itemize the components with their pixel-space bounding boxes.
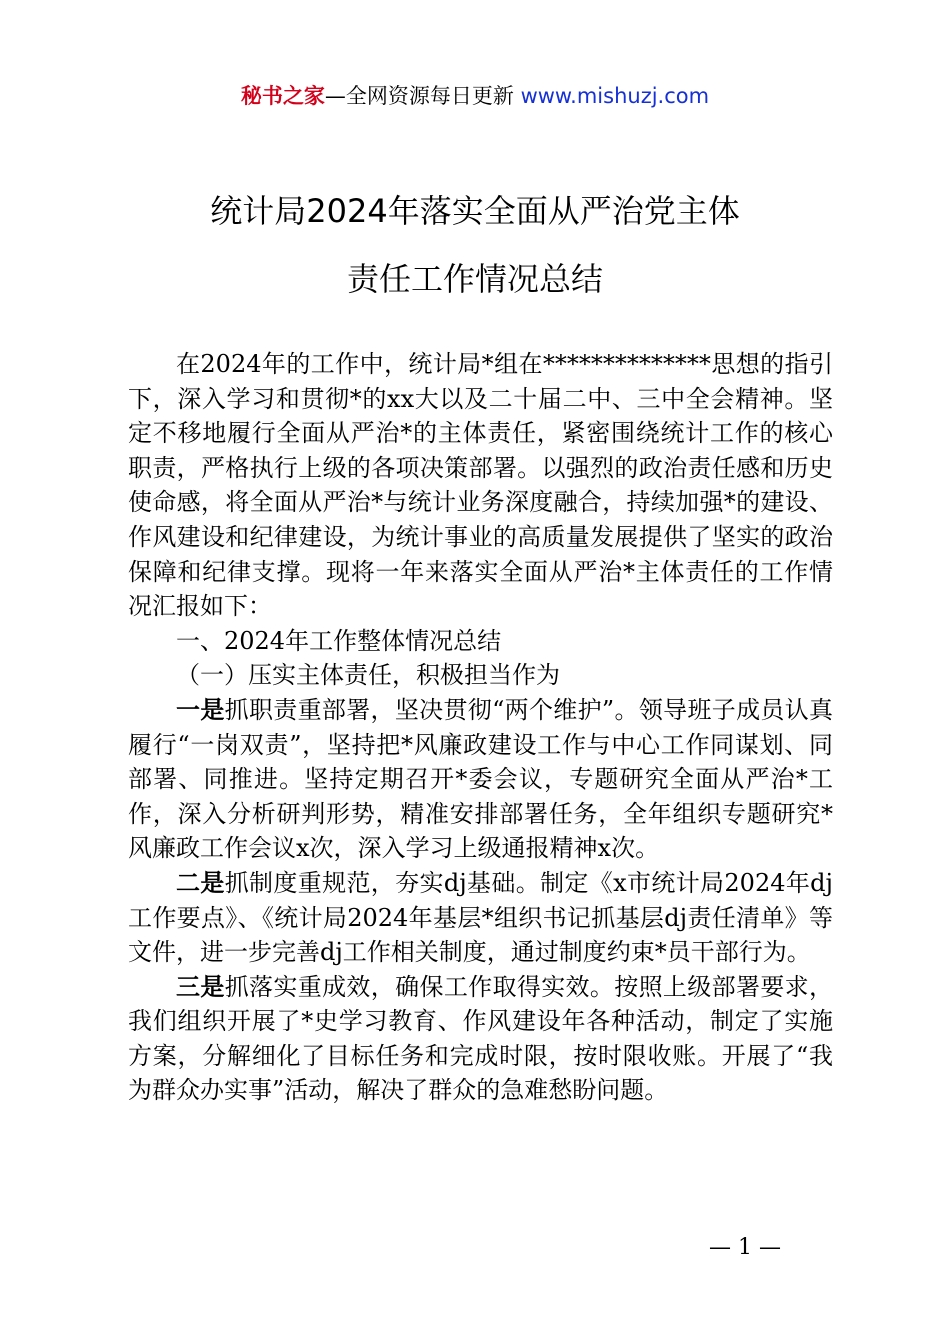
item-lead-2: 二是 xyxy=(176,867,225,897)
subsection-heading: （一）压实主体责任，积极担当作为 xyxy=(176,661,560,690)
item-paragraph-2 xyxy=(128,866,833,970)
item-text-3: 抓落实重成效，确保工作取得实效。按照上级部署要求，我们组织开展了*史学习教育、作风建设年各种活动，制定了实施方案，分解细化了目标任务和完成时限，按时限收账。开展了“我为群众办实事”活动，解决了群众的急难愁盼问题。 xyxy=(128,972,834,1105)
item-paragraph-3 xyxy=(128,970,833,1108)
item-lead-3: 三是 xyxy=(176,971,225,1001)
item-text-1: 抓职责重部署，坚决贯彻“两个维护”。领导班子成员认真履行“一岗双责”，坚持把*风廉政建设工作与中心工作同谋划、同部署、同推进。坚持定期召开*委会议，专题研究全面从严治*工作，深入分析研判形势，精准安排部署任务，全年组织专题研究*风廉政工作会议x次，深入学习上级通报精神x次。 xyxy=(128,695,834,863)
item-lead-1: 一是 xyxy=(176,694,225,724)
page-number: — 1 — xyxy=(709,1235,781,1260)
item-text-2: 抓制度重规范，夯实dj基础。制定《x市统计局2024年dj工作要点》、《统计局2024年基层*组织书记抓基层dj责任清单》等文件，进一步完善dj工作相关制度，通过制度约束*员干部行为。 xyxy=(128,868,833,967)
section-heading: 一、2024年工作整体情况总结 xyxy=(176,626,502,655)
item-paragraph-1 xyxy=(128,693,833,866)
site-header xyxy=(0,80,950,112)
document-title-line-2: 责任工作情况总结 xyxy=(346,260,603,298)
document-body xyxy=(128,347,833,1108)
site-slogan: —全网资源每日更新 xyxy=(324,84,514,108)
intro-paragraph: 在2024年的工作中，统计局*组在**************思想的指引下，深入学习和贯彻*的xx大以及二十届二中、三中全会精神。坚定不移地履行全面从严治*的主体责任，紧密围绕统计工作的核心职责，严格执行上级的各项决策部署。以强烈的政治责任感和历史使命感，将全面从严治*与统计业务深度融合，持续加强*的建设、作风建设和纪律建设，为统计事业的高质量发展提供了坚实的政治保障和纪律支撑。现将一年来落实全面从严治*主体责任的工作情况汇报如下： xyxy=(128,350,833,621)
site-brand: 秘书之家 xyxy=(240,84,325,108)
site-url-link[interactable]: www.mishuzj.com xyxy=(520,84,710,108)
document-title-line-1: 统计局2024年落实全面从严治党主体 xyxy=(210,192,740,230)
